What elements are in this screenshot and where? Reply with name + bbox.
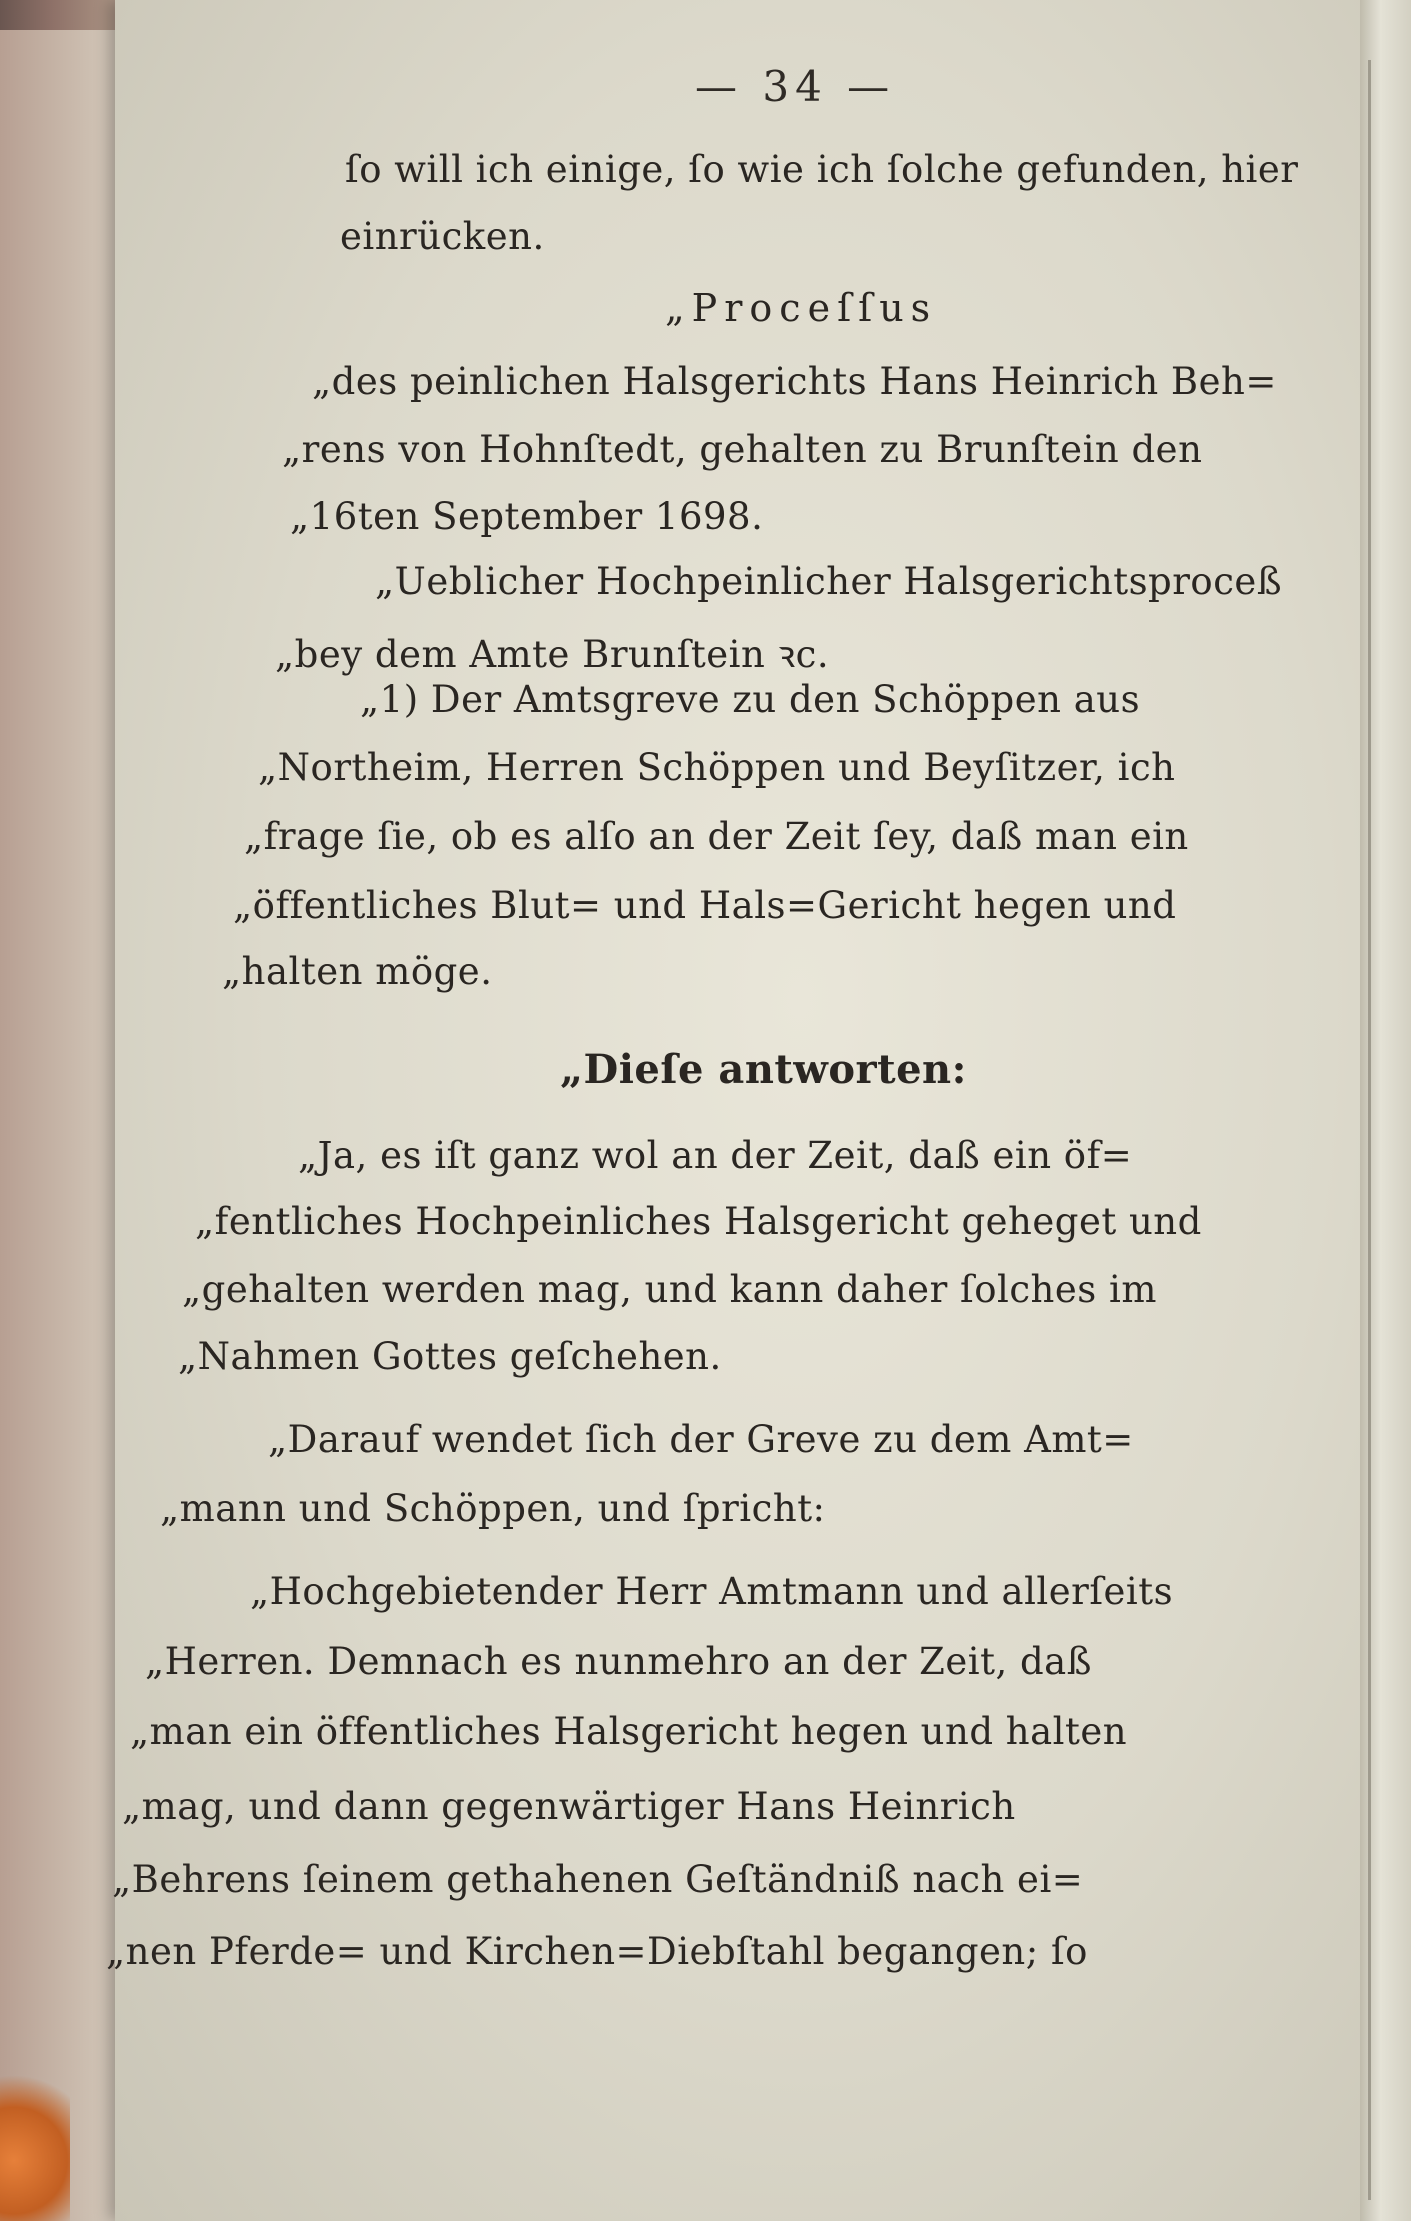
text-line: „des peinlichen Halsgerichts Hans Heinrich Beh=: [312, 360, 1277, 403]
text-line: „gehalten werden mag, und kann daher ſolches im: [182, 1268, 1157, 1311]
text-line: „16ten September 1698.: [290, 495, 764, 538]
text-line: „Nahmen Gottes geſchehen.: [178, 1335, 722, 1378]
text-line: einrücken.: [340, 215, 545, 258]
text-line: „Ueblicher Hochpeinlicher Halsgerichtsproceß: [375, 560, 1283, 603]
text-line: „1) Der Amtsgreve zu den Schöppen aus: [360, 678, 1141, 721]
text-line: „Herren. Demnach es nunmehro an der Zeit, daß: [145, 1640, 1092, 1683]
text-line: „mag, und dann gegenwärtiger Hans Heinrich: [122, 1785, 1016, 1828]
text-line: „frage ſie, ob es alſo an der Zeit ſey, daß man ein: [244, 815, 1189, 858]
text-line: „halten möge.: [222, 950, 493, 993]
text-line: „fentliches Hochpeinliches Halsgericht geheget und: [195, 1200, 1202, 1243]
text-line: „öffentliches Blut= und Hals=Gericht hegen und: [233, 884, 1177, 927]
text-line: „Behrens ſeinem gethahenen Geſtändniß nach ei=: [112, 1858, 1084, 1901]
text-line: „Ja, es iſt ganz wol an der Zeit, daß ein öf=: [298, 1134, 1133, 1177]
text-line: „mann und Schöppen, und ſpricht:: [160, 1487, 826, 1530]
text-line: „Darauf wendet ſich der Greve zu dem Amt=: [268, 1418, 1134, 1461]
page-gutter-line: [1368, 60, 1371, 2200]
text-line: „Hochgebietender Herr Amtmann und allerſeits: [250, 1570, 1174, 1613]
text-line: „bey dem Amte Brunſtein ꝛc.: [275, 633, 830, 676]
section-heading: „Proceſſus: [665, 286, 938, 330]
section-subheading: „Dieſe antworten:: [560, 1046, 967, 1093]
text-line: „Northeim, Herren Schöppen und Beyſitzer, ich: [258, 746, 1176, 789]
orange-corner-object: [0, 2070, 70, 2221]
page-number: — 34 —: [695, 62, 896, 111]
text-line: ſo will ich einige, ſo wie ich ſolche gefunden, hier: [345, 148, 1299, 191]
text-line: „rens von Hohnſtedt, gehalten zu Brunſtein den: [282, 428, 1203, 471]
text-line: „man ein öffentliches Halsgericht hegen und halten: [130, 1710, 1128, 1753]
text-line: „nen Pferde= und Kirchen=Diebſtahl begangen; ſo: [106, 1930, 1088, 1973]
